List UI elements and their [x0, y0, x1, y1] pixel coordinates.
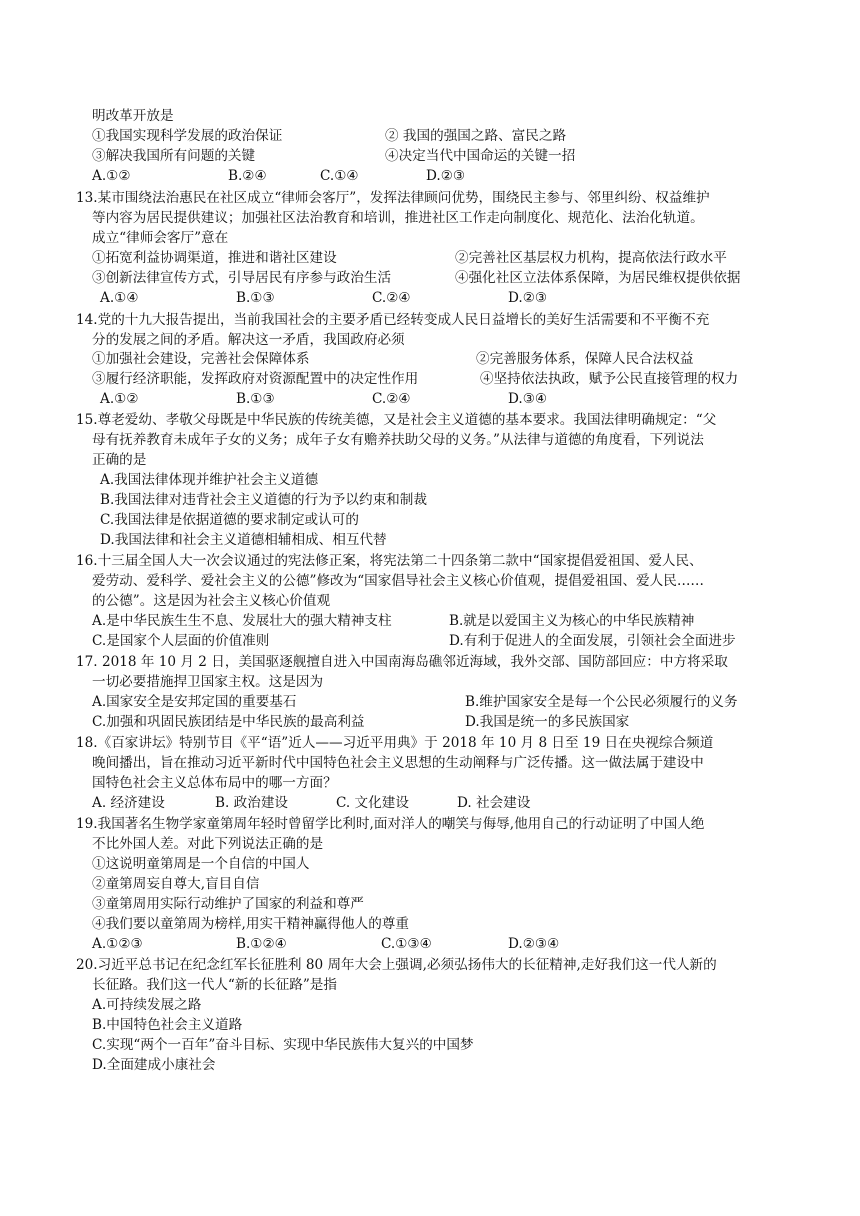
q16-choice-c: C.是国家个人层面的价值准则 [92, 633, 270, 649]
q16-choice-b: B.就是以爱国主义为核心的中华民族精神 [449, 613, 695, 629]
q13-stem-line: 13.某市围绕法治惠民在社区成立“律师会客厅”，发挥法律顾问优势，围绕民主参与、邻里纠纷、权益维护 [76, 190, 710, 206]
q16-stem-line: 爱劳动、爱科学、爱社会主义的公德”修改为“国家倡导社会主义核心价值观，提倡爱祖国、爱人民…… [92, 573, 705, 589]
q18-choice-d: D. 社会建设 [457, 795, 531, 811]
q14-choice-b: B.①③ [236, 391, 275, 407]
q17-stem-line: 17. 2018 年 10 月 2 日，美国驱逐舰擅自进入中国南海岛礁邻近海域，我外交部、国防部回应：中方将采取 [76, 654, 728, 670]
q18-choice-b: B. 政治建设 [215, 795, 289, 811]
q19-option-2: ②童第周妄自尊大,盲目自信 [92, 876, 260, 892]
q12-option-3: ③解决我国所有问题的关键 [92, 148, 256, 164]
q12-option-4: ④决定当代中国命运的关键一招 [385, 148, 576, 164]
q12-stem-line: 明改革开放是 [92, 108, 174, 124]
q17-choice-a: A.国家安全是安邦定国的重要基石 [92, 694, 297, 710]
q17-choice-d: D.我国是统一的多民族国家 [465, 714, 630, 730]
q20-choice-a: A.可持续发展之路 [92, 997, 202, 1013]
q14-choice-d: D.③④ [508, 391, 548, 407]
q19-choice-a: A.①②③ [92, 936, 143, 952]
q12-choice-c: C.①④ [320, 168, 359, 184]
q13-stem-line: 等内容为居民提供建议；加强社区法治教育和培训，推进社区工作走向制度化、规范化、法治化轨道。 [92, 210, 704, 226]
q14-stem-line: 分的发展之间的矛盾。解决这一矛盾，我国政府必须 [92, 332, 405, 348]
q17-choice-c: C.加强和巩固民族团结是中华民族的最高利益 [92, 714, 365, 730]
q20-choice-d: D.全面建成小康社会 [92, 1057, 216, 1073]
q13-choice-c: C.②④ [372, 290, 411, 306]
q13-option-4: ④强化社区立法体系保障，为居民维权提供依据 [455, 270, 741, 286]
q17-choice-b: B.维护国家安全是每一个公民必须履行的义务 [465, 694, 738, 710]
q20-stem-line: 20.习近平总书记在纪念红军长征胜利 80 周年大会上强调,必须弘扬伟大的长征精神,走好我们这一代人新的 [76, 957, 717, 973]
q20-stem-line: 长征路。我们这一代人“新的长征路”是指 [92, 977, 337, 993]
q16-choice-a: A.是中华民族生生不息、发展壮大的强大精神支柱 [92, 613, 392, 629]
q13-option-3: ③创新法律宣传方式，引导居民有序参与政治生活 [92, 270, 392, 286]
q19-option-3: ③童第周用实际行动维护了国家的利益和尊严 [92, 896, 364, 912]
q14-option-4: ④坚持依法执政，赋予公民直接管理的权力 [480, 371, 739, 387]
q15-choice-a: A.我国法律体现并维护社会主义道德 [100, 472, 319, 488]
q14-option-2: ②完善服务体系，保障人民合法权益 [476, 351, 694, 367]
q12-option-2: ② 我国的强国之路、富民之路 [385, 128, 567, 144]
q13-stem-line: 成立“律师会客厅”意在 [92, 230, 229, 246]
q18-choice-c: C. 文化建设 [336, 795, 409, 811]
q15-stem-line: 母有抚养教育未成年子女的义务；成年子女有赡养扶助父母的义务。”从法律与道德的角度看，下列说法 [92, 432, 704, 448]
q19-choice-d: D.②③④ [508, 936, 560, 952]
q20-choice-c: C.实现“两个一百年”奋斗目标、实现中华民族伟大复兴的中国梦 [92, 1037, 474, 1053]
q18-choice-a: A. 经济建设 [92, 795, 165, 811]
q12-choice-b: B.②④ [228, 168, 267, 184]
q13-option-1: ①拓宽利益协调渠道，推进和谐社区建设 [92, 250, 337, 266]
q13-choice-a: A.①④ [100, 290, 139, 306]
q18-stem-line: 国特色社会主义总体布局中的哪一方面？ [92, 775, 337, 791]
q18-stem-line: 晚间播出，旨在推动习近平新时代中国特色社会主义思想的生动阐释与广泛传播。这一做法属于建设中 [92, 755, 704, 771]
q12-choice-a: A.①② [92, 168, 131, 184]
q18-stem-line: 18.《百家讲坛》特别节目《平“语”近人——习近平用典》于 2018 年 10 月 8 日至 19 日在央视综合频道 [76, 735, 714, 751]
q15-choice-d: D.我国法律和社会主义道德相辅相成、相互代替 [100, 532, 387, 548]
q15-choice-b: B.我国法律对违背社会主义道德的行为予以约束和制裁 [100, 492, 427, 508]
q14-option-1: ①加强社会建设，完善社会保障体系 [92, 351, 310, 367]
q17-stem-line: 一切必要措施捍卫国家主权。这是因为 [92, 674, 324, 690]
q15-stem-line: 正确的是 [92, 452, 147, 468]
q19-choice-c: C.①③④ [381, 936, 432, 952]
q15-choice-c: C.我国法律是依据道德的要求制定或认可的 [100, 512, 359, 528]
q12-option-1: ①我国实现科学发展的政治保证 [92, 128, 283, 144]
q15-stem-line: 15.尊老爱幼、孝敬父母既是中华民族的传统美德，又是社会主义道德的基本要求。我国法律明确规定：“父 [76, 412, 717, 428]
q16-stem-line: 16.十三届全国人大一次会议通过的宪法修正案，将宪法第二十四条第二款中“国家提倡爱祖国、爱人民、 [76, 553, 703, 569]
q19-choice-b: B.①②④ [236, 936, 287, 952]
q19-option-4: ④我们要以童第周为榜样,用实干精神赢得他人的尊重 [92, 916, 409, 932]
q16-stem-line: 的公德”。这是因为社会主义核心价值观 [92, 593, 331, 609]
q19-option-1: ①这说明童第周是一个自信的中国人 [92, 856, 310, 872]
q19-stem-line: 19.我国著名生物学家童第周年轻时曾留学比利时,面对洋人的嘲笑与侮辱,他用自己的行动证明了中国人绝 [76, 816, 705, 832]
q16-choice-d: D.有利于促进人的全面发展，引领社会全面进步 [449, 633, 736, 649]
q14-choice-c: C.②④ [372, 391, 411, 407]
q13-choice-d: D.②③ [508, 290, 548, 306]
q14-choice-a: A.①② [100, 391, 139, 407]
q19-stem-line: 不比外国人差。对此下列说法正确的是 [92, 836, 324, 852]
q12-choice-d: D.②③ [426, 168, 466, 184]
q14-option-3: ③履行经济职能，发挥政府对资源配置中的决定性作用 [92, 371, 419, 387]
q14-stem-line: 14.党的十九大报告提出，当前我国社会的主要矛盾已经转变成人民日益增长的美好生活需要和不平衡不充 [76, 312, 710, 328]
q20-choice-b: B.中国特色社会主义道路 [92, 1017, 243, 1033]
q13-option-2: ②完善社区基层权力机构，提高依法行政水平 [455, 250, 727, 266]
q13-choice-b: B.①③ [236, 290, 275, 306]
